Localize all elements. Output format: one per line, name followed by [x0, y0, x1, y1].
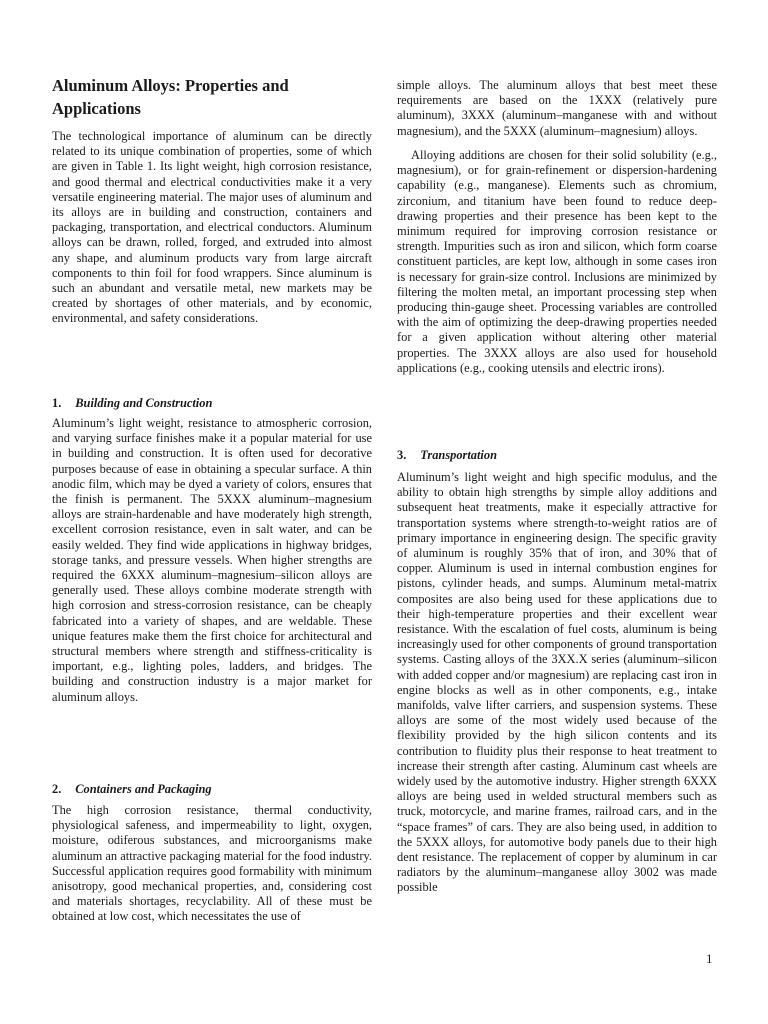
- section-2-continued: simple alloys. The aluminum alloys that best meet these requirements are based on the 1XXX (relatively pure aluminum), 3XXX (aluminum–manganese with and without magnesium), and the 5XXX (aluminum–magnesium) alloys.: [397, 78, 717, 138]
- intro-paragraph: The technological importance of aluminum can be directly related to its unique combination of properties, some of which are given in Table 1. Its light weight, high corrosion resistance, and good thermal and electrical conductivities make it a very versatile engineering material. The major uses of aluminum and its alloys are in building and construction, containers and packaging, transportation, and electrical conductors. Aluminum alloys can be drawn, rolled, forged, and extruded into almost any shape, and aluminum products vary from large aircraft components to thin foil for food wrappers. Since aluminum is such an abundant and versatile metal, new markets may be created by shortages of other materials, and by economic, environmental, and safety considerations.: [52, 129, 372, 326]
- section-1-body: Aluminum’s light weight, resistance to atmospheric corrosion, and varying surface finishes make it a popular material for use in building and construction. It is often used for decorative purposes because of ease in obtaining a specular surface. A thin anodic film, which may be dyed a variety of colors, ensures that the finish is permanent. The 5XXX aluminum–magnesium alloys are strain-hardenable and have moderately high strength, excellent corrosion resistance, even in salt water, and can be easily welded. They find wide applications in highway bridges, storage tanks, and pressure vessels. When higher strengths are required the 6XXX aluminum–magnesium–silicon alloys are generally used. These alloys combine moderate strength with high corrosion and stress-corrosion resistance, can be cheaply fabricated into a variety of shapes, and are weldable. These unique features make them the first choice for architectural and structural members where strength and stiffness-criticality is important, e.g., lighting poles, ladders, and bridges. The building and construction industry is a major market for aluminum alloys.: [52, 416, 372, 704]
- section-1-number: 1.: [52, 396, 62, 410]
- page-number: 1: [706, 951, 713, 966]
- section-2-title: Containers and Packaging: [75, 782, 212, 796]
- section-1-heading: [52, 396, 372, 411]
- section-3-title: Transportation: [420, 448, 497, 462]
- section-2-heading: [52, 782, 372, 797]
- section-3-body: Aluminum’s light weight and high specific modulus, and the ability to obtain high strengths by simple alloy additions and subsequent heat treatments, make it especially attractive for transportation systems where strength-to-weight ratios are of primary importance in engineering design. The specific gravity of aluminum is roughly 35% that of iron, and 30% that of copper. Aluminum is used in internal combustion engines for pistons, cylinder heads, and sumps. Aluminum metal-matrix composites are also being used for these applications due to their high-temperature properties and their excellent wear resistance. With the escalation of fuel costs, aluminum is being increasingly used for other components of ground transportation systems. Casting alloys of the 3XX.X series (aluminum–silicon with added copper and/or magnesium) are replacing cast iron in engine blocks as well as in other components, e.g., intake manifolds, valve lifter carriers, and suspension systems. These alloys are some of the most widely used because of the flexibility provided by the high silicon contents and its contribution to fluidity plus their response to heat treatment to increase their strength after casting. Aluminum cast wheels are widely used by the automotive industry. Higher strength 6XXX alloys are being used in welded structural members such as truck, motorcycle, and marine frames, railroad cars, and in the “space frames” of cars. They are also being used, in addition to the 5XXX alloys, for automotive body panels due to their high dent resistance. The replacement of copper by aluminum in car radiators by the aluminum–manganese alloy 3002 was made possible: [397, 470, 717, 895]
- section-2-number: 2.: [52, 782, 62, 796]
- section-1-title: Building and Construction: [75, 396, 213, 410]
- section-3-heading: [397, 448, 717, 463]
- article-title: Aluminum Alloys: Properties and Applications: [52, 76, 289, 118]
- section-3-number: 3.: [397, 448, 407, 462]
- section-2-body: The high corrosion resistance, thermal conductivity, physiological safeness, and impermeability to light, oxygen, moisture, odiferous substances, and microorganisms make aluminum an attractive packaging material for the food industry. Successful application requires good formability with minimum anisotropy, good mechanical properties, and, considering cost and materials shortages, recyclability. All of these must be obtained at low cost, which necessitates the use of: [52, 803, 372, 924]
- section-2-body-2: Alloying additions are chosen for their solid solubility (e.g., magnesium), or for grain-refinement or dispersion-hardening capability (e.g., manganese). Elements such as chromium, zirconium, and titanium have been found to reduce deep-drawing properties and their presence has been kept to the minimum required for improving corrosion resistance or strength. Impurities such as iron and silicon, which form coarse constituent particles, are kept low, although in some cases iron is necessary for grain-size control. Inclusions are minimized by filtering the molten metal, an important processing step when producing thin-gauge sheet. Processing variables are controlled with the aim of optimizing the deep-drawing properties needed for a given application without altering other material properties. The 3XXX alloys are also used for household applications (e.g., cooking utensils and electric irons).: [397, 148, 717, 375]
